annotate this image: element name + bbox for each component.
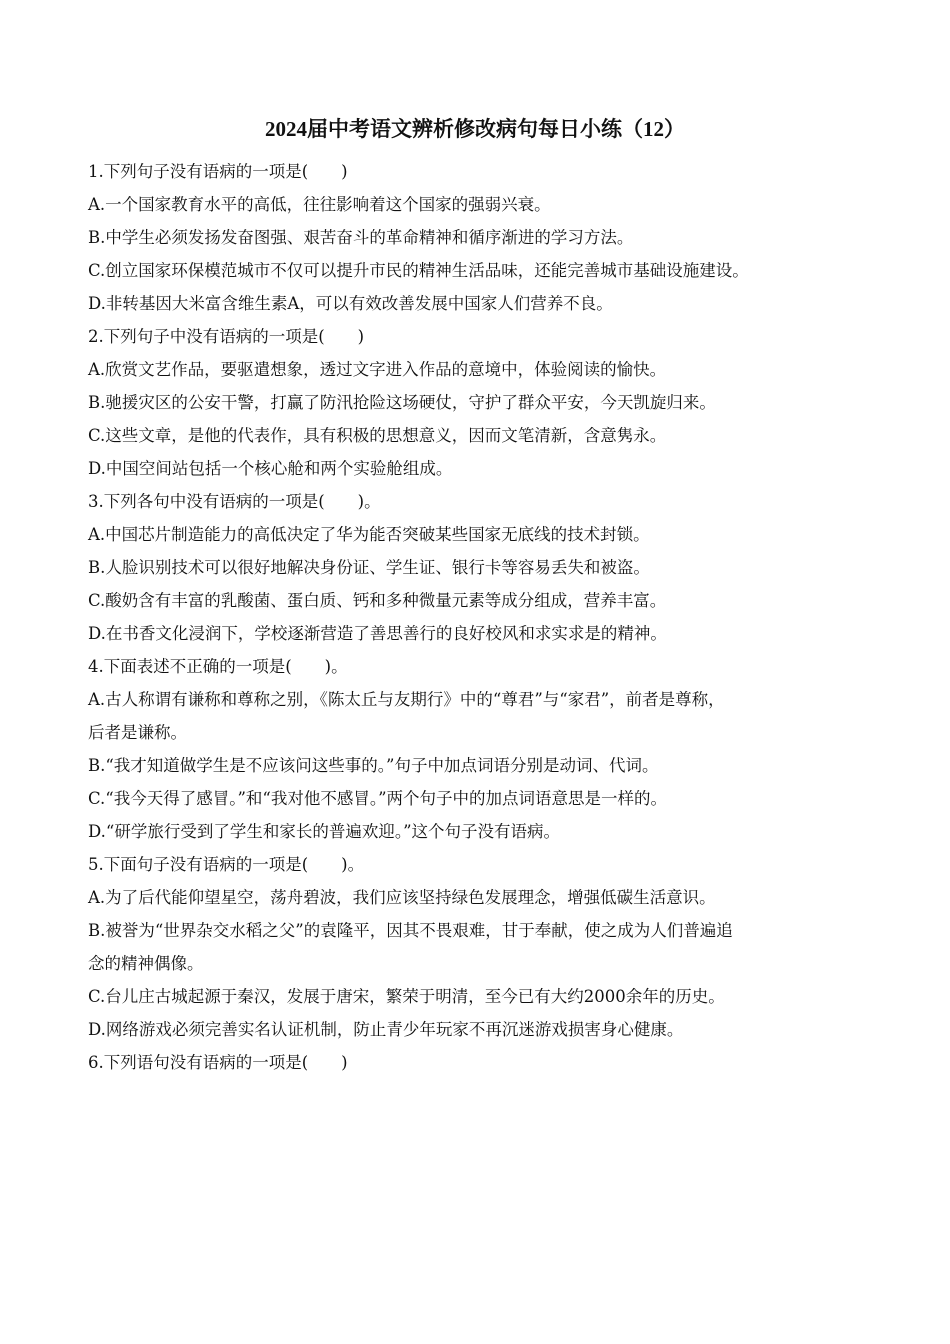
option-text: C.创立国家环保模范城市不仅可以提升市民的精神生活品味，还能完善城市基础设施建设。 bbox=[88, 261, 749, 280]
option-text: D.网络游戏必须完善实名认证机制，防止青少年玩家不再沉迷游戏损害身心健康。 bbox=[88, 1020, 684, 1039]
question-stem: 4.下面表述不正确的一项是( )。 bbox=[88, 657, 348, 676]
option-text: B.人脸识别技术可以很好地解决身份证、学生证、银行卡等容易丢失和被盗。 bbox=[88, 558, 650, 577]
option-text: D.中国空间站包括一个核心舱和两个实验舱组成。 bbox=[88, 459, 453, 478]
option-text: D.在书香文化浸润下，学校逐渐营造了善思善行的良好校风和求实求是的精神。 bbox=[88, 624, 667, 643]
question-stem: 3.下列各句中没有语病的一项是( )。 bbox=[88, 492, 381, 511]
option-text: B.被誉为“世界杂交水稻之父”的袁隆平，因其不畏艰难，甘于奉献，使之成为人们普遍追 bbox=[88, 921, 733, 940]
option-text: A.中国芯片制造能力的高低决定了华为能否突破某些国家无底线的技术封锁。 bbox=[88, 525, 650, 544]
question-stem: 1.下列句子没有语病的一项是( ) bbox=[88, 162, 348, 181]
option-text: A.古人称谓有谦称和尊称之别，《陈太丘与友期行》中的“尊君”与“家君”，前者是尊称， bbox=[88, 690, 725, 709]
option-text: A.一个国家教育水平的高低，往往影响着这个国家的强弱兴衰。 bbox=[88, 195, 551, 214]
option-text: D.非转基因大米富含维生素A，可以有效改善发展中国家人们营养不良。 bbox=[88, 294, 613, 313]
option-text: B.中学生必须发扬发奋图强、艰苦奋斗的革命精神和循序渐进的学习方法。 bbox=[88, 228, 634, 247]
question-stem: 5.下面句子没有语病的一项是( )。 bbox=[88, 855, 365, 874]
question-list bbox=[88, 155, 888, 1079]
question-stem: 6.下列语句没有语病的一项是( ) bbox=[88, 1053, 348, 1072]
option-text: C.台儿庄古城起源于秦汉，发展于唐宋，繁荣于明清，至今已有大约2000余年的历史。 bbox=[88, 987, 725, 1006]
option-text: B.“我才知道做学生是不应该问这些事的。”句子中加点词语分别是动词、代词。 bbox=[88, 756, 659, 775]
option-text: A.欣赏文艺作品，要驱遣想象，透过文字进入作品的意境中，体验阅读的愉快。 bbox=[88, 360, 667, 379]
option-text-continued: 念的精神偶像。 bbox=[88, 954, 204, 973]
page-title: 2024届中考语文辨析修改病句每日小练（12） bbox=[265, 117, 685, 141]
question-stem: 2.下列句子中没有语病的一项是( ) bbox=[88, 327, 365, 346]
option-text: C.“我今天得了感冒。”和“我对他不感冒。”两个句子中的加点词语意思是一样的。 bbox=[88, 789, 668, 808]
option-text: C.这些文章，是他的代表作，具有积极的思想意义，因而文笔清新，含意隽永。 bbox=[88, 426, 667, 445]
option-text-continued: 后者是谦称。 bbox=[88, 723, 187, 742]
option-text: B.驰援灾区的公安干警，打赢了防汛抢险这场硬仗，守护了群众平安，今天凯旋归来。 bbox=[88, 393, 716, 412]
option-text: A.为了后代能仰望星空，荡舟碧波，我们应该坚持绿色发展理念，增强低碳生活意识。 bbox=[88, 888, 716, 907]
option-text: C.酸奶含有丰富的乳酸菌、蛋白质、钙和多种微量元素等成分组成，营养丰富。 bbox=[88, 591, 667, 610]
option-text: D.“研学旅行受到了学生和家长的普遍欢迎。”这个句子没有语病。 bbox=[88, 822, 561, 841]
